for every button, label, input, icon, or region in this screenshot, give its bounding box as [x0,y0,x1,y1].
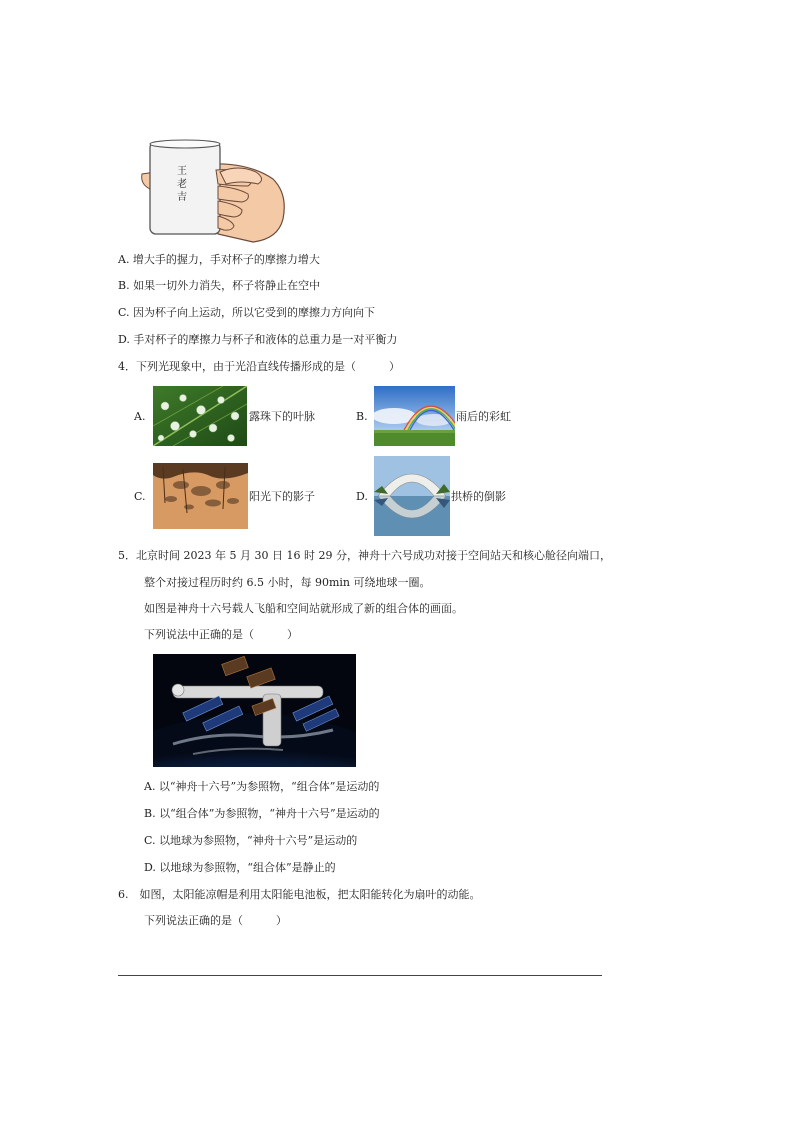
leaf-dew-photo [153,386,247,446]
q4-option-b-caption: 雨后的彩虹 [456,410,511,423]
q4-option-c-caption: 阳光下的影子 [249,490,315,503]
q4-option-b-letter: B. [356,410,368,423]
rainbow-photo [374,386,455,446]
q5-stem-line-3: 如图是神舟十六号载人飞船和空间站就形成了新的组合体的画面。 [144,602,463,615]
q4-option-a-caption: 露珠下的叶脉 [249,410,315,423]
shadow-photo [153,463,248,529]
q5-option-b: B. 以“组合体”为参照物，“神舟十六号”是运动的 [144,807,380,820]
cup-label: 王 老 吉 [177,166,187,203]
q5-stem-line-1: 5．北京时间 2023 年 5 月 30 日 16 时 29 分，神舟十六号成功对接于空间站天和核心舱径向端口， [118,549,611,562]
q3-option-a: A. 增大手的握力，手对杯子的摩擦力增大 [118,253,320,266]
q5-option-c: C. 以地球为参照物，“神舟十六号”是运动的 [144,834,358,847]
q6-stem-line-1: 6. 如图，太阳能凉帽是利用太阳能电池板，把太阳能转化为扇叶的动能。 [118,888,481,901]
q4-option-a-letter: A. [134,410,146,423]
q4-option-d-letter: D. [356,490,368,503]
hand-holding-cup-figure [138,134,288,246]
q3-option-b: B. 如果一切外力消失，杯子将静止在空中 [118,279,321,292]
q4-stem: 4．下列光现象中，由于光沿直线传播形成的是（ ） [118,360,400,373]
space-station-photo [153,654,356,767]
q3-option-c: C. 因为杯子向上运动，所以它受到的摩擦力方向向下 [118,306,376,319]
q5-option-a: A. 以“神舟十六号”为参照物，“组合体”是运动的 [144,780,380,793]
q5-stem-line-4: 下列说法中正确的是（ ） [144,628,298,641]
arch-bridge-reflection-photo [374,456,450,536]
q6-stem-line-2: 下列说法正确的是（ ） [144,914,287,927]
q3-option-d: D. 手对杯子的摩擦力与杯子和液体的总重力是一对平衡力 [118,333,398,346]
q4-option-d-caption: 拱桥的倒影 [451,490,506,503]
q5-option-d: D. 以地球为参照物，“组合体”是静止的 [144,861,336,874]
q4-option-c-letter: C. [134,490,146,503]
q5-stem-line-2: 整个对接过程历时约 6.5 小时，每 90min 可绕地球一圈。 [144,576,431,589]
footer-divider [118,975,602,976]
